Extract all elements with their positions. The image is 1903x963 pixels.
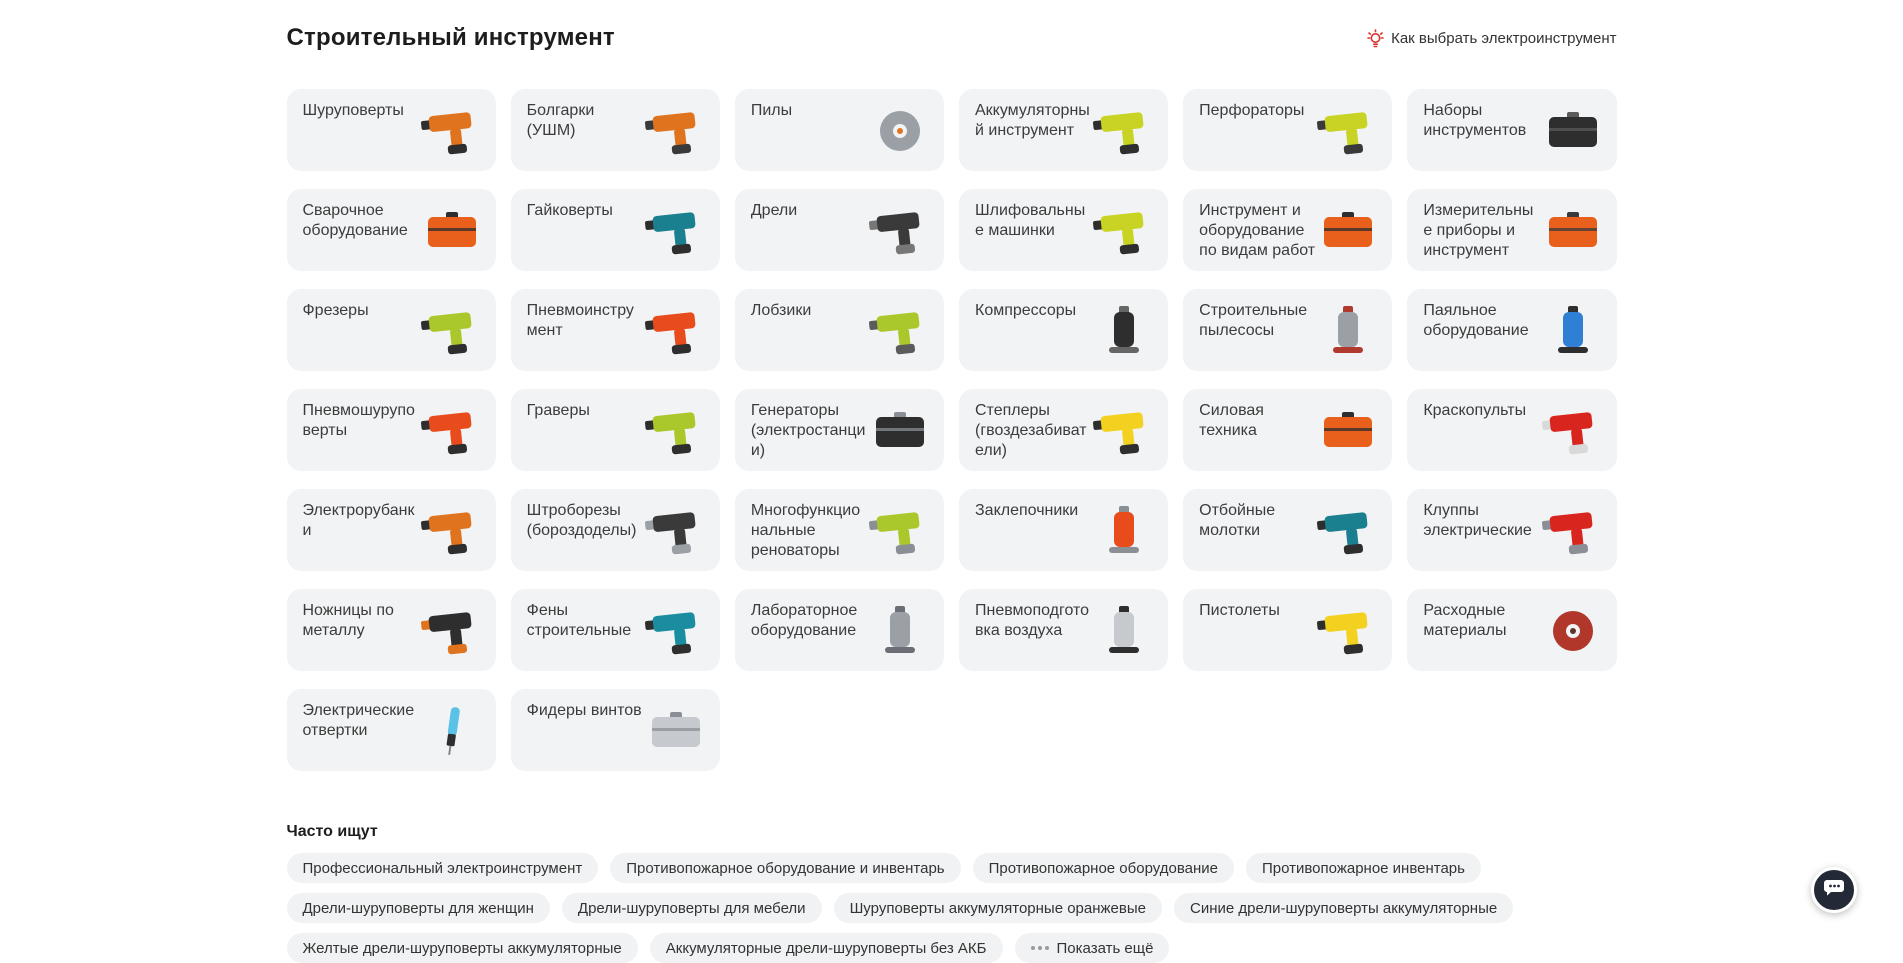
category-label: Лобзики	[750, 302, 812, 319]
category-card[interactable]	[735, 489, 944, 571]
category-product-image	[644, 403, 708, 459]
category-card[interactable]	[287, 189, 496, 271]
category-card[interactable]	[959, 189, 1168, 271]
category-card[interactable]	[959, 289, 1168, 371]
category-card[interactable]	[287, 289, 496, 371]
category-label: Строительные пылесосы	[1199, 302, 1308, 339]
category-card[interactable]	[1407, 589, 1616, 671]
category-card[interactable]	[1183, 189, 1392, 271]
page-title: Строительный инструмент	[286, 24, 615, 51]
category-card[interactable]	[511, 489, 720, 571]
category-product-image	[868, 503, 932, 559]
category-label: Заклепочники	[975, 502, 1079, 519]
category-label: Измерительные приборы и инструмент	[1423, 202, 1534, 259]
category-label: Шуруповерты	[302, 102, 404, 119]
page-header	[287, 24, 1617, 52]
category-product-image	[644, 203, 708, 259]
show-more-label: Показать ещё	[1056, 939, 1154, 957]
category-label: Силовая техника	[1199, 402, 1264, 439]
category-product-image	[1092, 203, 1156, 259]
category-card[interactable]	[959, 589, 1168, 671]
category-card[interactable]	[1183, 489, 1392, 571]
category-label: Фидеры винтов	[526, 702, 642, 719]
category-label: Генераторы (электростанции)	[750, 402, 866, 459]
category-card[interactable]	[735, 389, 944, 471]
search-chip[interactable]: Противопожарное оборудование и инвентарь	[610, 853, 960, 883]
category-product-image	[420, 703, 484, 759]
search-chip[interactable]: Дрели-шуруповерты для мебели	[562, 893, 822, 923]
category-product-image	[1092, 303, 1156, 359]
category-label: Компрессоры	[975, 302, 1077, 319]
category-product-image	[1541, 603, 1605, 659]
category-label: Перфораторы	[1199, 102, 1305, 119]
ellipsis-icon	[1031, 946, 1049, 950]
category-label: Степлеры (гвоздезабиватели)	[975, 402, 1087, 459]
category-card[interactable]	[1407, 389, 1616, 471]
category-product-image	[420, 303, 484, 359]
category-label: Наборы инструментов	[1423, 102, 1527, 139]
category-label: Отбойные молотки	[1199, 502, 1276, 539]
category-product-image	[644, 503, 708, 559]
category-label: Краскопульты	[1423, 402, 1527, 419]
search-chip[interactable]: Желтые дрели-шуруповерты аккумуляторные	[287, 933, 638, 963]
category-product-image	[1316, 403, 1380, 459]
category-product-image	[420, 103, 484, 159]
category-page	[287, 0, 1617, 963]
category-product-image	[644, 303, 708, 359]
category-card[interactable]	[959, 389, 1168, 471]
chat-bubble-icon	[1821, 875, 1847, 906]
category-product-image	[1316, 603, 1380, 659]
how-to-choose-link[interactable]	[1367, 29, 1616, 48]
category-product-image	[1541, 503, 1605, 559]
category-product-image	[644, 603, 708, 659]
category-product-image	[1541, 103, 1605, 159]
category-product-image	[420, 503, 484, 559]
category-label: Граверы	[526, 402, 590, 419]
category-product-image	[1092, 103, 1156, 159]
category-card[interactable]	[959, 89, 1168, 171]
category-card[interactable]	[1407, 189, 1616, 271]
category-label: Аккумуляторный инструмент	[975, 102, 1090, 139]
category-card[interactable]	[511, 389, 720, 471]
frequently-searched-section	[287, 823, 1617, 963]
category-card[interactable]	[1183, 389, 1392, 471]
category-product-image	[644, 103, 708, 159]
category-card[interactable]	[1183, 289, 1392, 371]
category-label: Пилы	[750, 102, 793, 119]
category-product-image	[868, 603, 932, 659]
category-label: Штроборезы (бороздоделы)	[526, 502, 637, 539]
category-card[interactable]	[287, 489, 496, 571]
category-product-image	[1316, 303, 1380, 359]
category-label: Пневмошуруповерты	[302, 402, 415, 439]
how-to-choose-label: Как выбрать электроинструмент	[1391, 29, 1617, 47]
search-chip[interactable]: Синие дрели-шуруповерты аккумуляторные	[1174, 893, 1513, 923]
category-product-image	[1316, 203, 1380, 259]
category-product-image	[1092, 503, 1156, 559]
category-product-image	[1541, 403, 1605, 459]
category-card[interactable]	[511, 289, 720, 371]
category-card[interactable]	[735, 589, 944, 671]
category-card[interactable]	[1183, 589, 1392, 671]
category-label: Электрические отвертки	[302, 702, 415, 739]
category-product-image	[1541, 303, 1605, 359]
category-label: Пистолеты	[1199, 602, 1280, 619]
category-label: Паяльное оборудование	[1423, 302, 1529, 339]
category-product-image	[1316, 103, 1380, 159]
category-card[interactable]	[959, 489, 1168, 571]
category-label: Электрорубанки	[302, 502, 415, 539]
category-card[interactable]	[511, 689, 720, 771]
category-label: Многофункциональные реноваторы	[750, 502, 861, 559]
category-product-image	[1092, 403, 1156, 459]
search-chip[interactable]: Шуруповерты аккумуляторные оранжевые	[834, 893, 1162, 923]
category-product-image	[420, 403, 484, 459]
category-card[interactable]	[1183, 89, 1392, 171]
category-label: Фены строительные	[526, 602, 632, 639]
category-card[interactable]	[1407, 489, 1616, 571]
search-chip[interactable]: Противопожарное инвентарь	[1246, 853, 1481, 883]
lightbulb-icon	[1367, 29, 1384, 48]
category-label: Гайковерты	[526, 202, 613, 219]
category-product-image	[868, 203, 932, 259]
category-product-image	[868, 103, 932, 159]
category-label: Расходные материалы	[1423, 602, 1507, 639]
category-label: Сварочное оборудование	[302, 202, 408, 239]
category-label: Инструмент и оборудование по видам работ	[1199, 202, 1316, 259]
category-card[interactable]	[735, 89, 944, 171]
category-card[interactable]	[287, 589, 496, 671]
search-chip[interactable]: Профессиональный электроинструмент	[287, 853, 599, 883]
category-card[interactable]	[287, 389, 496, 471]
category-product-image	[420, 203, 484, 259]
chat-button[interactable]	[1811, 867, 1857, 913]
search-chip[interactable]: Противопожарное оборудование	[973, 853, 1234, 883]
show-more-chip[interactable]	[1015, 933, 1170, 963]
category-label: Фрезеры	[302, 302, 369, 319]
category-product-image	[1316, 503, 1380, 559]
category-product-image	[1092, 603, 1156, 659]
category-product-image	[1541, 203, 1605, 259]
category-label: Шлифовальные машинки	[975, 202, 1086, 239]
search-chips	[287, 853, 1617, 963]
category-label: Пневмоинструмент	[526, 302, 634, 339]
category-product-image	[868, 403, 932, 459]
search-chip[interactable]: Дрели-шуруповерты для женщин	[287, 893, 550, 923]
category-card[interactable]	[1407, 289, 1616, 371]
category-label: Болгарки (УШМ)	[526, 102, 595, 139]
category-label: Пневмоподготовка воздуха	[975, 602, 1090, 639]
category-card[interactable]	[511, 589, 720, 671]
frequently-searched-title: Часто ищут	[286, 823, 378, 840]
category-label: Клуппы электрические	[1423, 502, 1532, 539]
category-label: Дрели	[750, 202, 798, 219]
category-product-image	[868, 303, 932, 359]
category-card[interactable]	[511, 89, 720, 171]
category-card[interactable]	[1407, 89, 1616, 171]
category-card[interactable]	[511, 189, 720, 271]
category-label: Лабораторное оборудование	[750, 602, 858, 639]
category-card[interactable]	[735, 189, 944, 271]
category-card[interactable]	[287, 689, 496, 771]
category-grid	[287, 89, 1617, 771]
category-label: Ножницы по металлу	[302, 602, 394, 639]
category-product-image	[420, 603, 484, 659]
category-card[interactable]	[287, 89, 496, 171]
category-card[interactable]	[735, 289, 944, 371]
category-product-image	[644, 703, 708, 759]
search-chip[interactable]: Аккумуляторные дрели-шуруповерты без АКБ	[650, 933, 1003, 963]
